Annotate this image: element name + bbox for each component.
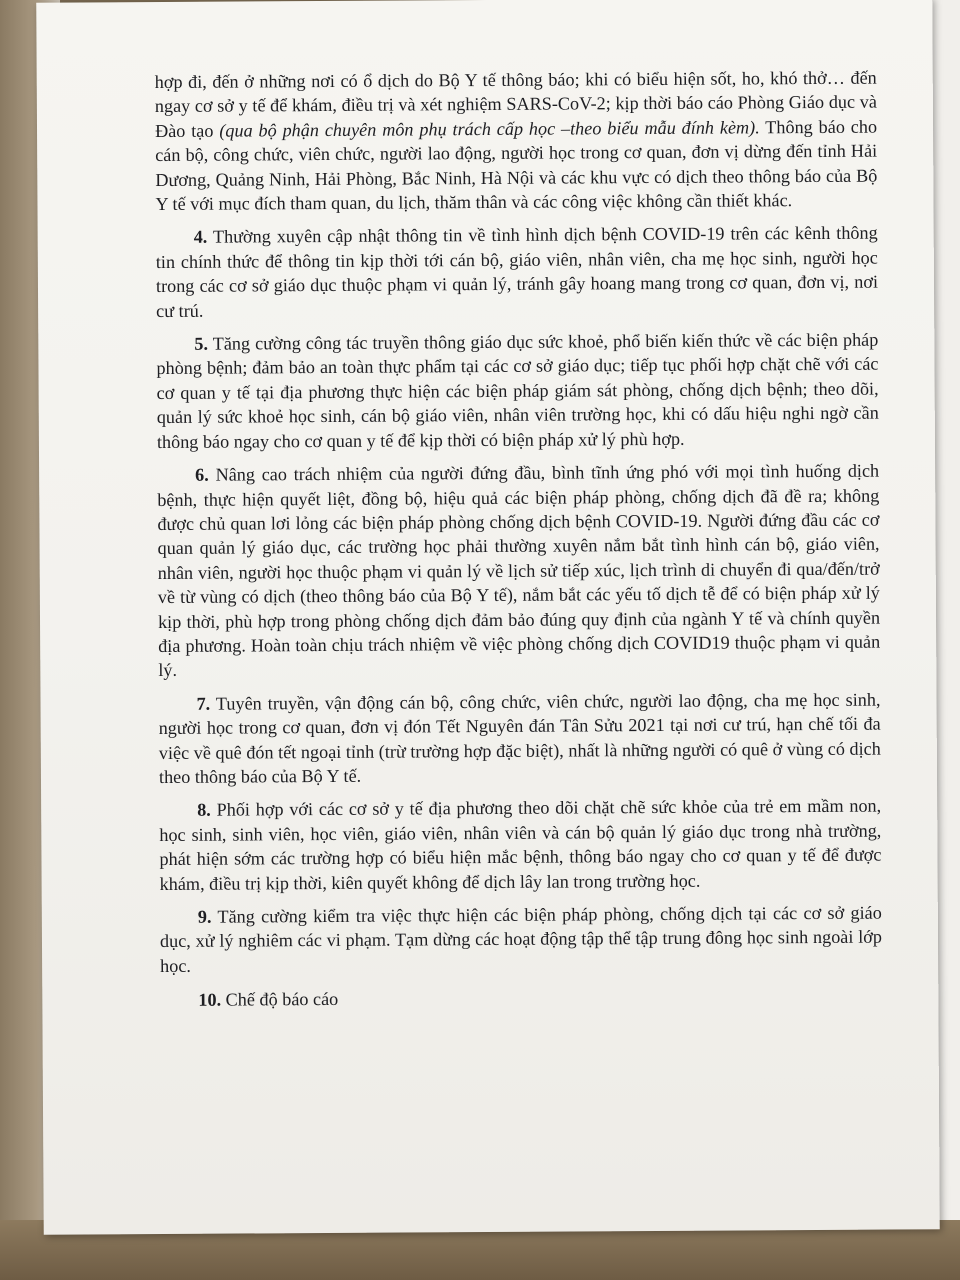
paragraph-item-6 [157, 459, 880, 683]
item-number: 4. [193, 227, 208, 248]
paragraph-text: Tăng cường kiểm tra việc thực hiện các biện pháp phòng, chống dịch tại các cơ sở giáo dục, xử lý nghiêm các vi phạm. Tạm dừng các hoạt động tập thể tập trung đông học sinh ngoài lớp học. [159, 902, 883, 976]
item-number: 10. [198, 989, 222, 1010]
paragraph-item-4 [156, 221, 879, 323]
paragraph-text: Phối hợp với các cơ sở y tế địa phương theo dõi chặt chẽ sức khỏe của trẻ em mầm non, học sinh, sinh viên, học viên, giáo viên, nhân viên và cán bộ quản lý giáo dục trong nhà trường, phát hiện sớm các trường hợp có biểu hiện mắc bệnh, thông báo ngay cho cơ quan y tế để được khám, điều trị kịp thời, kiên quyết không để dịch lây lan trong trường học. [159, 795, 882, 894]
heading-text: Chế độ báo cáo [221, 989, 339, 1010]
paragraph-item-9 [160, 901, 882, 979]
document-page [36, 0, 940, 1235]
paragraph-continuation [155, 66, 878, 217]
paragraph-item-7 [158, 687, 881, 789]
item-number: 8. [197, 800, 211, 821]
paragraph-text: Tăng cường công tác truyền thông giáo dục sức khoẻ, phổ biến kiến thức về các biện pháp phòng bệnh; đảm bảo an toàn thực phẩm tại các cơ sở giáo dục; tiếp tục phối hợp chặt chẽ với các cơ quan y tế tại địa phương thực hiện các biện pháp giám sát phòng, chống dịch bệnh; theo dõi, quản lý sức khoẻ học sinh, cán bộ giáo viên, nhân viên trường học, khi có dấu hiệu nghi ngờ cần thông báo ngay cho cơ quan y tế để kịp thời có biện pháp xử lý phù hợp. [156, 329, 879, 452]
paragraph-item-8 [159, 794, 882, 896]
item-number: 9. [197, 906, 212, 927]
item-number: 6. [195, 464, 209, 485]
section-heading-10 [160, 984, 882, 1013]
paragraph-text: Thông báo cho cán bộ, công chức, viên chức, người lao động, người học trong cơ quan, đơn vị dừng đến tỉnh Hải Dương, Quảng Ninh, Hải Phòng, Bắc Ninh, Hà Nội và các khu vực có dịch theo thông báo của Bộ Y tế với mục đích tham quan, du lịch, thăm thân và các công việc không cần thiết khác. [155, 116, 878, 215]
item-number: 5. [194, 333, 209, 354]
paragraph-text: Nâng cao trách nhiệm của người đứng đầu, bình tĩnh ứng phó với mọi tình huống dịch bệnh, thực hiện quyết liệt, đồng bộ, hiệu quả các biện pháp phòng, chống dịch đã đề ra; không được chủ quan lơi lỏng các biện pháp phòng chống dịch bệnh COVID-19. Người đứng đầu các cơ quan quản lý giáo dục, các trường học phải thường xuyên nắm bắt tình hình cán bộ, giáo viên, nhân viên, người học thuộc phạm vi quản lý về lịch sử tiếp xúc, lịch trình di chuyển đi qua/đến/trở về từ vùng có dịch (theo thông báo của Bộ Y tế), nắm bắt các yếu tố dịch tễ để có biện pháp xử lý kịp thời, phù hợp trong phòng chống dịch đảm bảo đúng quy định của ngành Y tế và chính quyền địa phương. Hoàn toàn chịu trách nhiệm về việc phòng chống dịch COVID19 thuộc phạm vi quản lý. [157, 460, 881, 681]
paragraph-text: Thường xuyên cập nhật thông tin về tình hình dịch bệnh COVID-19 trên các kênh thông tin chính thức để thông tin kịp thời tới cán bộ, giáo viên, nhân viên, cha mẹ học sinh, người học trong các cơ sở giáo dục thuộc phạm vi quản lý, tránh gây hoang mang trong cơ quan, đơn vị, nơi cư trú. [155, 223, 879, 321]
paragraph-item-5 [156, 328, 879, 454]
item-number: 7. [196, 693, 211, 714]
paragraph-italic-note: (qua bộ phận chuyên môn phụ trách cấp học –theo biểu mẫu đính kèm). [219, 117, 760, 141]
paragraph-text: hợp đi, đến ở những nơi có ổ dịch do Bộ Y tế thông báo; khi có biểu hiện sốt, ho, khó thở… đến ngay cơ sở y tế để khám, điều trị và xét nghiệm SARS-CoV-2; kịp thời báo cáo Phòng Giáo dục và Đào tạo [154, 67, 877, 141]
paragraph-text: Tuyên truyền, vận động cán bộ, công chức, viên chức, người lao động, cha mẹ học sinh, người học trong cơ quan, đơn vị đón Tết Nguyên đán Tân Sửu 2021 tại nơi cư trú, hạn chế tối đa việc về quê đón tết ngoại tỉnh (trừ trường hợp đặc biệt), nhất là những người có quê ở vùng có dịch theo thông báo của Bộ Y tế. [158, 689, 881, 787]
document-body [155, 66, 883, 1013]
